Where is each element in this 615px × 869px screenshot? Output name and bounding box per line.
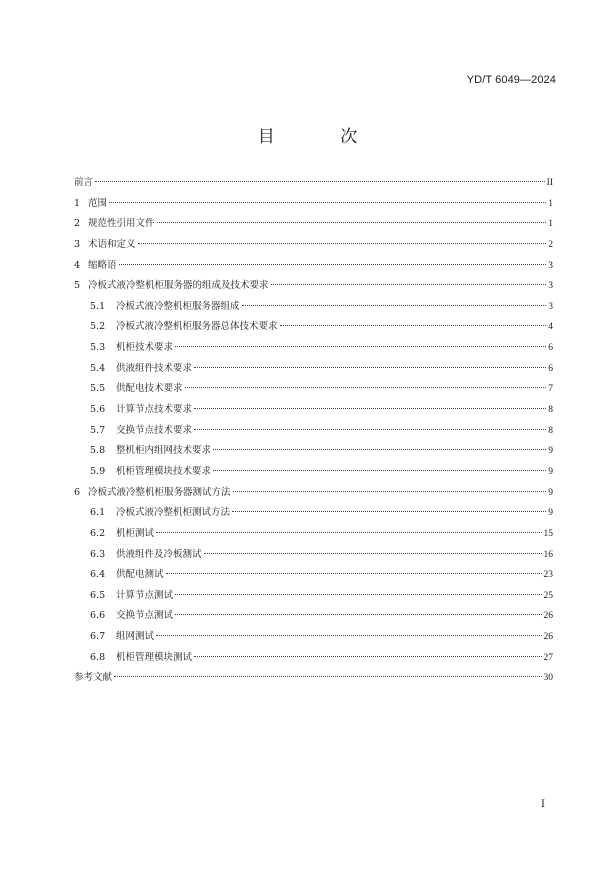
dot-leader	[156, 635, 541, 636]
toc-entry-page: 27	[543, 652, 553, 663]
toc-entry-number: 5.8	[90, 445, 106, 457]
toc-entry-number: 5.6	[90, 404, 106, 416]
toc-entry-title: 范围	[88, 197, 108, 209]
toc-entry-page: 8	[548, 425, 553, 436]
toc-entry-number: 5.7	[90, 424, 106, 436]
toc-entry-number: 5.2	[90, 321, 106, 333]
toc-entry-title: 供配电技术要求	[116, 383, 183, 395]
toc-entry-page: 26	[543, 632, 553, 643]
dot-leader	[166, 573, 542, 574]
toc-entry-title: 术语和定义	[88, 238, 136, 250]
toc-entry-page: 6	[548, 343, 553, 354]
toc-entry-number: 1	[74, 197, 81, 209]
toc-entry[interactable]	[74, 524, 553, 545]
toc-entry-page: 2	[548, 239, 553, 250]
toc-entry-number: 5.4	[90, 362, 106, 374]
toc-entry-page: 6	[548, 363, 553, 374]
dot-leader	[175, 346, 546, 347]
toc-entry-page: 9	[548, 508, 553, 519]
toc-entry-number: 6.8	[90, 651, 106, 663]
toc-entry-number: 6.7	[90, 631, 106, 643]
toc-entry[interactable]	[74, 483, 553, 504]
toc-entry-page: 4	[548, 322, 553, 333]
toc-entry-page: 25	[543, 590, 553, 601]
toc-entry-title: 供配电测试	[116, 569, 164, 581]
toc-entry[interactable]	[74, 359, 553, 380]
toc-entry-title: 机柜管理模块测试	[116, 651, 193, 663]
toc-entry-page: 8	[548, 405, 553, 416]
toc-entry-title: 规范性引用文件	[88, 218, 155, 230]
toc-entry-page: 3	[548, 260, 553, 271]
toc-entry-page: 1	[548, 198, 553, 209]
standard-code: YD/T 6049—2024	[466, 74, 556, 86]
page-number: I	[541, 799, 545, 810]
toc-entry[interactable]	[74, 214, 553, 235]
toc-entry-page: 3	[548, 281, 553, 292]
toc-entry-title: 冷板式液冷整机柜测试方法	[116, 507, 231, 519]
toc-entry-title: 前言	[74, 177, 94, 188]
toc-entry-page: 3	[548, 301, 553, 312]
toc-entry[interactable]	[74, 565, 553, 586]
dot-leader	[185, 387, 547, 388]
toc-entry-page: 7	[548, 384, 553, 395]
toc-entry[interactable]	[74, 338, 553, 359]
toc-entry[interactable]	[74, 297, 553, 318]
toc-entry-number: 2	[74, 218, 81, 230]
toc-entry-page: II	[546, 178, 553, 188]
toc-entry-title: 机柜测试	[116, 527, 155, 539]
toc-entry-title: 交换节点测试	[116, 610, 174, 622]
dot-leader	[194, 429, 546, 430]
dot-leader	[194, 367, 546, 368]
toc-entry[interactable]	[74, 235, 553, 256]
toc-entry-number: 6.2	[90, 527, 106, 539]
dot-leader	[156, 532, 541, 533]
toc-entry[interactable]	[74, 627, 553, 648]
toc-entry-title: 冷板式液冷整机柜服务器组成	[116, 300, 240, 312]
dot-leader	[119, 264, 547, 265]
dot-leader	[194, 656, 541, 657]
toc-entry-number: 6.5	[90, 589, 106, 601]
toc-entry-title: 冷板式液冷整机柜服务器测试方法	[88, 486, 231, 498]
page-title: 目 次	[257, 127, 388, 147]
toc-entry[interactable]	[74, 441, 553, 462]
dot-leader	[194, 408, 546, 409]
dot-leader	[213, 449, 546, 450]
toc-entry-title: 机柜管理模块技术要求	[116, 465, 212, 477]
toc-entry-page: 9	[548, 446, 553, 457]
dot-leader	[232, 511, 546, 512]
toc-entry[interactable]	[74, 462, 553, 483]
toc-entry-title: 参考文献	[74, 672, 113, 684]
toc-entry[interactable]	[74, 379, 553, 400]
toc-entry-number: 3	[74, 238, 81, 250]
toc-entry-title: 供液组件技术要求	[116, 362, 193, 374]
toc-entry-number: 5.3	[90, 342, 106, 354]
toc-entry-title: 组网测试	[116, 631, 155, 643]
toc-entry[interactable]	[74, 173, 553, 194]
toc-entry-page: 9	[548, 466, 553, 477]
toc-entry-number: 6	[74, 486, 81, 498]
toc-entry-title: 交换节点技术要求	[116, 424, 193, 436]
toc-entry-number: 4	[74, 259, 81, 271]
toc-entry[interactable]	[74, 668, 553, 689]
toc-entry-number: 6.6	[90, 610, 106, 622]
toc-entry-number: 5.1	[90, 300, 106, 312]
toc-entry-number: 6.4	[90, 569, 106, 581]
dot-leader	[95, 181, 545, 182]
toc-entry-number: 6.3	[90, 548, 106, 560]
toc-entry[interactable]	[74, 421, 553, 442]
toc-entry[interactable]	[74, 606, 553, 627]
toc-entry-title: 计算节点技术要求	[116, 404, 193, 416]
toc-entry[interactable]	[74, 194, 553, 215]
toc-entry[interactable]	[74, 586, 553, 607]
toc-entry[interactable]	[74, 276, 553, 297]
dot-leader	[233, 491, 547, 492]
toc-entry-page: 15	[543, 528, 553, 539]
dot-leader	[213, 470, 546, 471]
dot-leader	[138, 243, 547, 244]
toc-entry-page: 16	[543, 549, 553, 560]
toc-entry-title: 机柜技术要求	[116, 342, 174, 354]
dot-leader	[271, 284, 547, 285]
table-of-contents	[74, 173, 553, 689]
toc-entry-page: 1	[548, 219, 553, 230]
dot-leader	[242, 305, 547, 306]
toc-entry-title: 供液组件及冷板测试	[116, 548, 202, 560]
toc-entry[interactable]	[74, 400, 553, 421]
toc-entry[interactable]	[74, 317, 553, 338]
toc-entry-number: 6.1	[90, 507, 106, 519]
toc-entry-title: 整机柜内组网技术要求	[116, 445, 212, 457]
dot-leader	[109, 202, 546, 203]
toc-entry-number: 5	[74, 280, 81, 292]
dot-leader	[114, 676, 541, 677]
dot-leader	[157, 222, 547, 223]
dot-leader	[175, 594, 541, 595]
dot-leader	[204, 553, 542, 554]
toc-entry-number: 5.9	[90, 465, 106, 477]
toc-entry[interactable]	[74, 256, 553, 277]
dot-leader	[280, 325, 547, 326]
toc-entry-page: 9	[548, 487, 553, 498]
toc-entry-title: 冷板式液冷整机柜服务器总体技术要求	[116, 321, 278, 333]
toc-entry-page: 30	[543, 673, 553, 684]
toc-entry-number: 5.5	[90, 383, 106, 395]
toc-entry[interactable]	[74, 545, 553, 566]
toc-entry-title: 计算节点测试	[116, 589, 174, 601]
dot-leader	[175, 614, 541, 615]
toc-entry-page: 26	[543, 611, 553, 622]
toc-entry[interactable]	[74, 648, 553, 669]
toc-entry-page: 23	[543, 570, 553, 581]
toc-entry-title: 冷板式液冷整机柜服务器的组成及技术要求	[88, 280, 269, 292]
toc-entry-title: 缩略语	[88, 259, 117, 271]
toc-entry[interactable]	[74, 503, 553, 524]
